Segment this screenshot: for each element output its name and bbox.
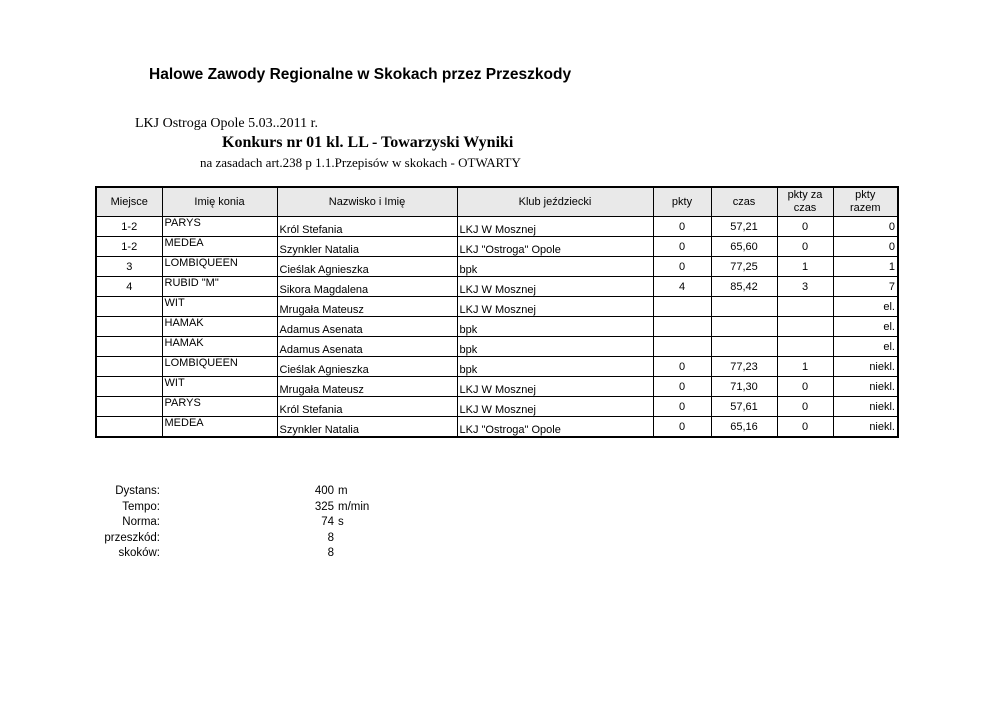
cell-total: el. — [833, 337, 898, 357]
cell-time: 71,30 — [711, 377, 777, 397]
cell-horse: HAMAK — [162, 317, 277, 337]
parameter-unit: m/min — [338, 500, 370, 513]
table-row — [96, 257, 898, 277]
cell-rider: Król Stefania — [277, 397, 457, 417]
cell-time-points: 0 — [777, 377, 833, 397]
cell-total: niekl. — [833, 397, 898, 417]
cell-club: bpk — [457, 357, 653, 377]
table-row — [96, 277, 898, 297]
cell-club: LKJ "Ostroga" Opole — [457, 237, 653, 257]
cell-time-points — [777, 317, 833, 337]
results-table — [95, 186, 899, 438]
table-row — [96, 397, 898, 417]
cell-club: LKJ W Mosznej — [457, 377, 653, 397]
cell-time: 65,60 — [711, 237, 777, 257]
cell-place: 1-2 — [96, 217, 162, 237]
cell-rider: Cieślak Agnieszka — [277, 257, 457, 277]
cell-time: 85,42 — [711, 277, 777, 297]
competition-title: Konkurs nr 01 kl. LL - Towarzyski Wyniki — [222, 134, 514, 151]
cell-rider: Adamus Asenata — [277, 337, 457, 357]
cell-total: 0 — [833, 237, 898, 257]
cell-time — [711, 297, 777, 317]
cell-time: 65,16 — [711, 417, 777, 438]
cell-time — [711, 317, 777, 337]
cell-points: 0 — [653, 397, 711, 417]
header-rider: Nazwisko i Imię — [277, 187, 457, 217]
cell-total: 0 — [833, 217, 898, 237]
parameter-value: 8 — [327, 531, 334, 544]
parameter-value: 74 — [321, 516, 334, 528]
cell-place: 3 — [96, 257, 162, 277]
cell-points — [653, 337, 711, 357]
cell-points: 0 — [653, 357, 711, 377]
parameter-label: skoków: — [118, 547, 160, 559]
header-club: Klub jeździecki — [457, 187, 653, 217]
header-points: pkty — [653, 187, 711, 217]
cell-club: bpk — [457, 257, 653, 277]
cell-total: 7 — [833, 277, 898, 297]
cell-club: LKJ W Mosznej — [457, 397, 653, 417]
cell-total: 1 — [833, 257, 898, 277]
cell-club: LKJ "Ostroga" Opole — [457, 417, 653, 438]
cell-time: 77,25 — [711, 257, 777, 277]
cell-place: 4 — [96, 277, 162, 297]
cell-club: LKJ W Mosznej — [457, 277, 653, 297]
cell-points: 0 — [653, 217, 711, 237]
header-time: czas — [711, 187, 777, 217]
cell-place — [96, 357, 162, 377]
cell-time: 77,23 — [711, 357, 777, 377]
cell-horse: MEDEA — [162, 417, 277, 438]
table-row — [96, 337, 898, 357]
cell-place — [96, 417, 162, 438]
cell-time: 57,21 — [711, 217, 777, 237]
cell-time-points: 1 — [777, 357, 833, 377]
table-row — [96, 217, 898, 237]
parameter-value: 8 — [327, 547, 334, 559]
header-horse: Imię konia — [162, 187, 277, 217]
cell-points: 0 — [653, 377, 711, 397]
cell-time: 57,61 — [711, 397, 777, 417]
cell-rider: Adamus Asenata — [277, 317, 457, 337]
table-row — [96, 317, 898, 337]
header-total-line1: pkty — [855, 189, 876, 201]
cell-club: bpk — [457, 317, 653, 337]
cell-horse: WIT — [162, 297, 277, 317]
document-title: Halowe Zawody Regionalne w Skokach przez Przeszkody — [149, 66, 572, 83]
cell-total: niekl. — [833, 357, 898, 377]
header-total — [833, 187, 898, 217]
header-total-line2: razem — [849, 202, 881, 214]
table-row — [96, 417, 898, 438]
cell-place: 1-2 — [96, 237, 162, 257]
cell-place — [96, 377, 162, 397]
cell-time-points: 0 — [777, 397, 833, 417]
cell-club: bpk — [457, 337, 653, 357]
cell-rider: Król Stefania — [277, 217, 457, 237]
cell-horse: RUBID "M" — [162, 277, 277, 297]
rules-line: na zasadach art.238 p 1.1.Przepisów w skokach - OTWARTY — [200, 155, 521, 170]
cell-time-points: 1 — [777, 257, 833, 277]
parameter-unit: m — [338, 485, 348, 497]
cell-total: el. — [833, 297, 898, 317]
cell-time-points — [777, 337, 833, 357]
cell-club: LKJ W Mosznej — [457, 217, 653, 237]
cell-total: niekl. — [833, 377, 898, 397]
table-row — [96, 237, 898, 257]
cell-horse: LOMBIQUEEN — [162, 357, 277, 377]
table-row — [96, 377, 898, 397]
cell-points — [653, 297, 711, 317]
cell-place — [96, 297, 162, 317]
parameter-value: 400 — [314, 485, 334, 497]
cell-horse: WIT — [162, 377, 277, 397]
cell-time-points: 0 — [777, 217, 833, 237]
cell-points: 0 — [653, 237, 711, 257]
cell-horse: HAMAK — [162, 337, 277, 357]
cell-rider: Sikora Magdalena — [277, 277, 457, 297]
organizer-line: LKJ Ostroga Opole 5.03..2011 r. — [135, 116, 319, 131]
parameter-label: Norma: — [122, 516, 160, 528]
cell-club: LKJ W Mosznej — [457, 297, 653, 317]
parameter-unit: s — [338, 516, 344, 528]
cell-rider: Mrugała Mateusz — [277, 297, 457, 317]
header-time-points-line1: pkty za — [787, 189, 823, 201]
cell-points — [653, 317, 711, 337]
cell-horse: PARYS — [162, 217, 277, 237]
cell-time-points: 0 — [777, 417, 833, 438]
cell-horse: MEDEA — [162, 237, 277, 257]
header-place: Miejsce — [96, 187, 162, 217]
cell-points: 4 — [653, 277, 711, 297]
cell-points: 0 — [653, 417, 711, 438]
cell-rider: Cieślak Agnieszka — [277, 357, 457, 377]
cell-rider: Szynkler Natalia — [277, 417, 457, 438]
cell-place — [96, 397, 162, 417]
table-row — [96, 297, 898, 317]
cell-time-points: 0 — [777, 237, 833, 257]
cell-points: 0 — [653, 257, 711, 277]
cell-time-points — [777, 297, 833, 317]
cell-time-points: 3 — [777, 277, 833, 297]
header-time-points-line2: czas — [793, 202, 817, 214]
cell-place — [96, 317, 162, 337]
cell-time — [711, 337, 777, 357]
results-body — [96, 217, 898, 438]
cell-total: el. — [833, 317, 898, 337]
cell-horse: LOMBIQUEEN — [162, 257, 277, 277]
cell-horse: PARYS — [162, 397, 277, 417]
cell-rider: Mrugała Mateusz — [277, 377, 457, 397]
parameter-label: Tempo: — [122, 500, 160, 513]
cell-place — [96, 337, 162, 357]
parameter-label: Dystans: — [115, 485, 160, 497]
parameter-label: przeszkód: — [104, 531, 160, 544]
parameter-value: 325 — [314, 500, 334, 513]
table-row — [96, 357, 898, 377]
header-time-points — [777, 187, 833, 217]
cell-rider: Szynkler Natalia — [277, 237, 457, 257]
cell-total: niekl. — [833, 417, 898, 438]
table-header-row — [96, 187, 898, 217]
